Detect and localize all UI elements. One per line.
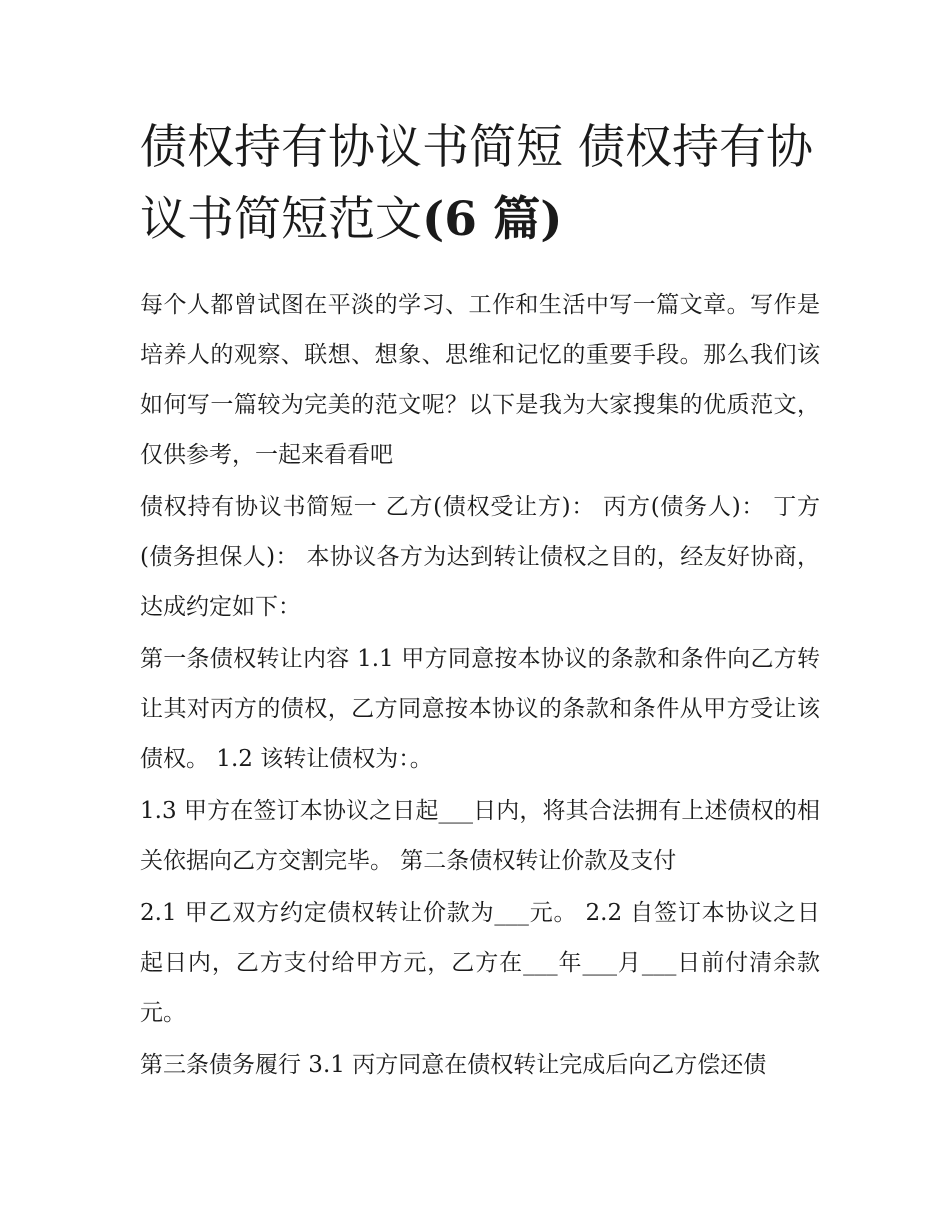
article-two-paragraph: 2.1 甲乙双方约定债权转让价款为___元。 2.2 自签订本协议之日起日内，乙方支付给甲方元，乙方在___年___月___日前付清余款元。 (140, 900, 820, 1026)
document-page (140, 112, 820, 1092)
clause-1-3-paragraph: 1.3 甲方在签订本协议之日起___日内，将其合法拥有上述债权的相关依据向乙方交割完毕。 第二条债权转让价款及支付 (140, 798, 820, 874)
document-body (140, 280, 820, 1090)
document-title (140, 112, 820, 256)
document-title-main: 债权持有协议书简短 债权持有协议书简短范文 (140, 120, 813, 247)
parties-paragraph: 债权持有协议书简短一 乙方(债权受让方)： 丙方(债务人)： 丁方(债务担保人)： 本协议各方为达到转让债权之目的，经友好协商，达成约定如下： (140, 494, 820, 620)
intro-paragraph: 每个人都曾试图在平淡的学习、工作和生活中写一篇文章。写作是培养人的观察、联想、想象、思维和记忆的重要手段。那么我们该如何写一篇较为完美的范文呢？以下是我为大家搜集的优质范文，仅供参考，一起来看看吧 (140, 292, 820, 468)
article-one-paragraph: 第一条债权转让内容 1.1 甲方同意按本协议的条款和条件向乙方转让其对丙方的债权，乙方同意按本协议的条款和条件从甲方受让该债权。 1.2 该转让债权为：。 (140, 646, 820, 772)
document-title-suffix: (6 篇) (422, 192, 563, 247)
article-three-paragraph: 第三条债务履行 3.1 丙方同意在债权转让完成后向乙方偿还债 (140, 1052, 767, 1078)
